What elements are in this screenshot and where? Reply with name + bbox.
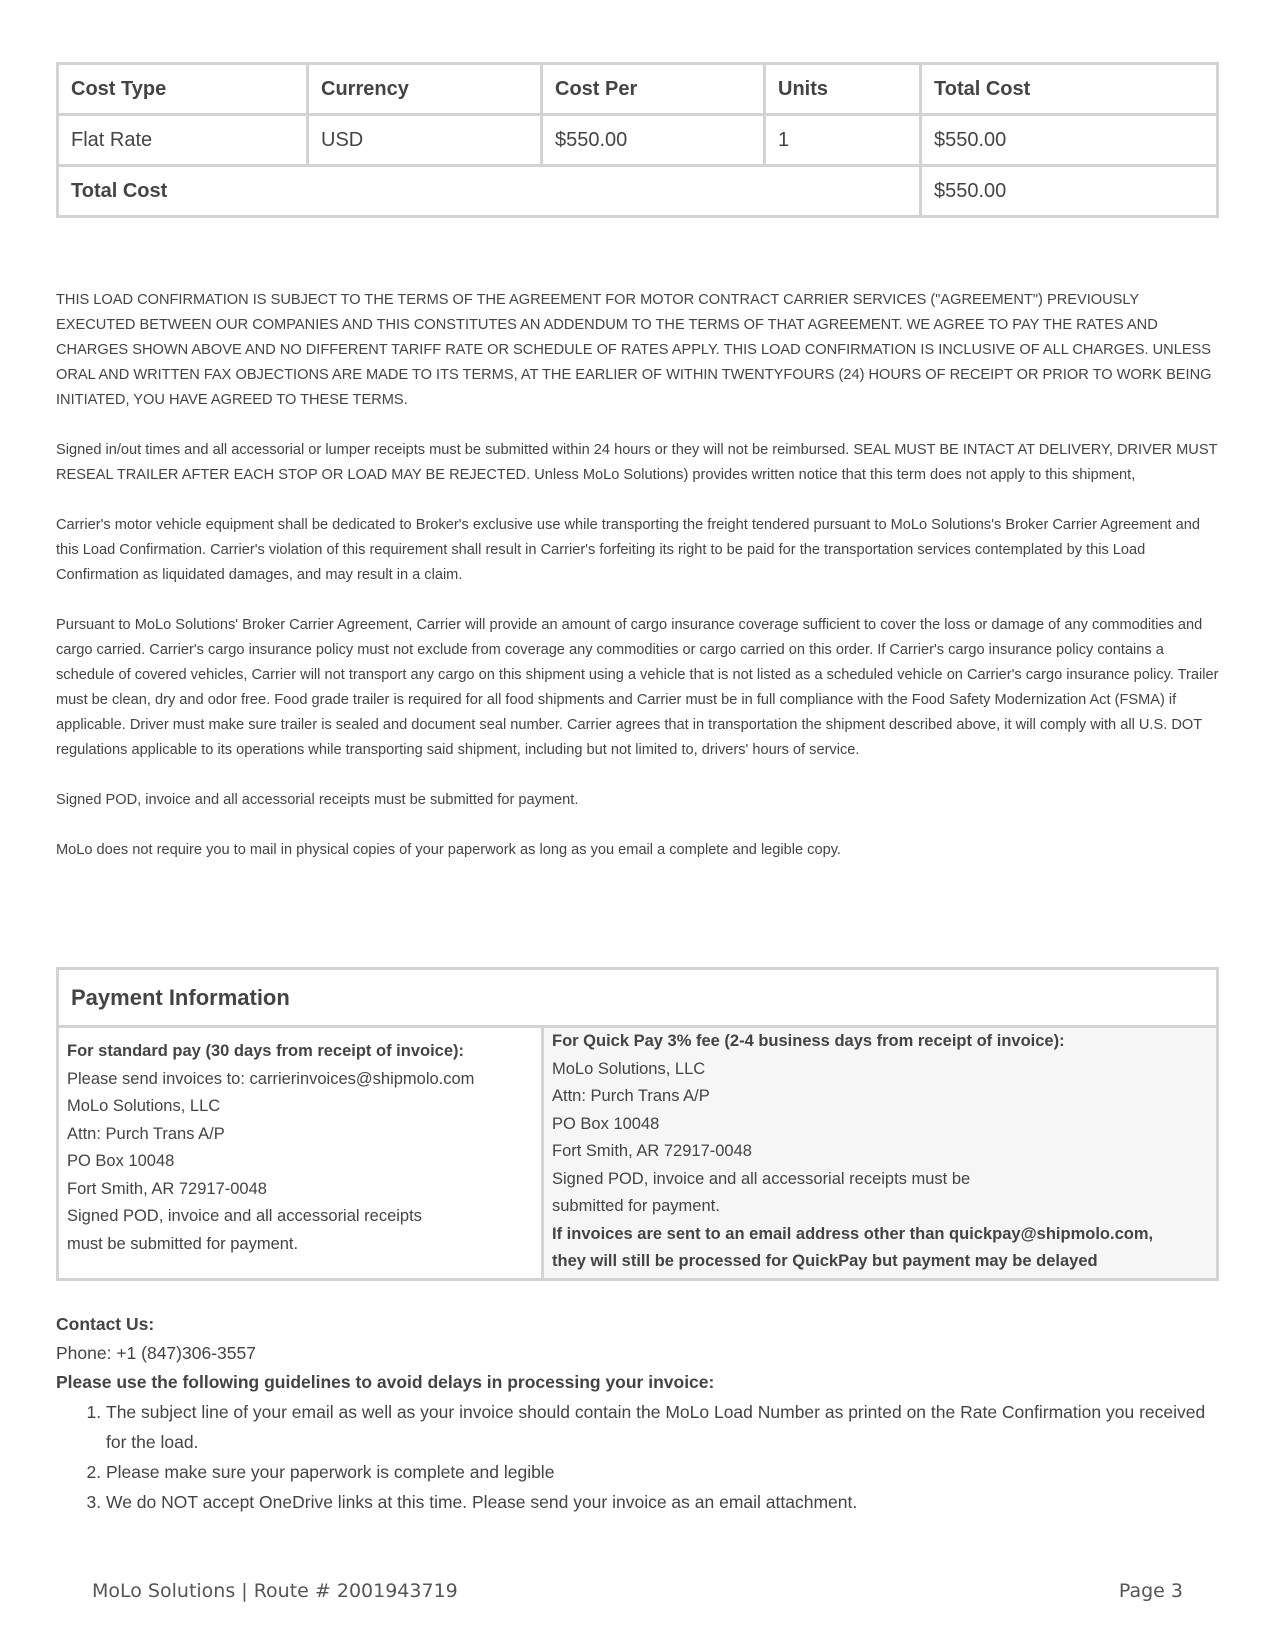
quick-pay-line: MoLo Solutions, LLC bbox=[552, 1059, 706, 1078]
terms-paragraph: Pursuant to MoLo Solutions' Broker Carrier Agreement, Carrier will provide an amount of cargo insurance coverage sufficient to cover the loss or damage of any commodities and cargo carried. Carrier's cargo insurance policy must not exclude from coverage any commodities or cargo carried on this order. If Carrier's cargo insurance policy contains a schedule of covered vehicles, Carrier will not transport any cargo on this shipment using a vehicle that is not listed as a scheduled vehicle on Carrier's cargo insurance policy. Trailer must be clean, dry and odor free. Food grade trailer is required for all food shipments and Carrier must be in full compliance with the Food Safety Modernization Act (FSMA) if applicable. Driver must make sure trailer is sealed and document seal number. Carrier agrees that in transportation the shipment described above, it will comply with all U.S. DOT regulations applicable to its operations while transporting said shipment, including but not limited to, drivers' hours of service. bbox=[56, 617, 1219, 758]
contact-heading: Contact Us: bbox=[56, 1314, 155, 1334]
header-cost-per: Cost Per bbox=[542, 64, 765, 115]
quick-pay-note: they will still be processed for QuickPay but payment may be delayed bbox=[552, 1252, 1098, 1270]
guidelines-heading: Please use the following guidelines to avoid delays in processing your invoice: bbox=[56, 1372, 715, 1392]
quick-pay-line: Fort Smith, AR 72917-0048 bbox=[552, 1142, 752, 1160]
quick-pay-section bbox=[543, 1027, 1218, 1280]
payment-information bbox=[56, 967, 1219, 1281]
cell-cost-per: $550.00 bbox=[542, 115, 765, 166]
standard-pay-line: MoLo Solutions, LLC bbox=[67, 1097, 221, 1115]
terms-section bbox=[56, 288, 1221, 888]
quick-pay-line: Signed POD, invoice and all accessorial receipts must be bbox=[552, 1169, 971, 1188]
list-item: 3. We do NOT accept OneDrive links at this time. Please send your invoice as an email attachment. bbox=[106, 1487, 1221, 1517]
terms-paragraph: Carrier's motor vehicle equipment shall be dedicated to Broker's exclusive use while transporting the freight tendered pursuant to MoLo Solutions's Broker Carrier Agreement and this Load Confirmation. Carrier's violation of this requirement shall result in Carrier's forfeiting its right to be paid for the transportation services contemplated by this Load Confirmation as liquidated damages, and may result in a claim. bbox=[56, 517, 1201, 583]
quick-pay-line: submitted for payment. bbox=[552, 1197, 720, 1215]
header-total-cost: Total Cost bbox=[921, 64, 1218, 115]
list-item: 2. Please make sure your paperwork is complete and legible bbox=[106, 1457, 1221, 1487]
guidelines-list bbox=[56, 1397, 1221, 1517]
terms-paragraph: Signed POD, invoice and all accessorial receipts must be submitted for payment. bbox=[56, 792, 579, 808]
contact-section bbox=[56, 1310, 1221, 1517]
standard-pay-line: Fort Smith, AR 72917-0048 bbox=[67, 1179, 267, 1198]
cell-units: 1 bbox=[765, 115, 921, 166]
total-value: $550.00 bbox=[921, 166, 1218, 217]
footer-route: MoLo Solutions | Route # 2001943719 bbox=[92, 1580, 458, 1602]
standard-pay-line: Signed POD, invoice and all accessorial receipts bbox=[67, 1207, 422, 1225]
terms-paragraph: Signed in/out times and all accessorial or lumper receipts must be submitted within 24 hours or they will not be reimbursed. SEAL MUST BE INTACT AT DELIVERY, DRIVER MUST RESEAL TRAILER AFTER EACH STOP OR LOAD MAY BE REJECTED. Unless MoLo Solutions) provides written notice that this term does not apply to this shipment, bbox=[56, 442, 1218, 483]
cell-total-cost: $550.00 bbox=[921, 115, 1218, 166]
header-cost-type: Cost Type bbox=[58, 64, 308, 115]
standard-pay-line: PO Box 10048 bbox=[67, 1152, 175, 1170]
header-currency: Currency bbox=[308, 64, 542, 115]
standard-pay-section bbox=[58, 1027, 543, 1280]
total-row bbox=[58, 166, 1218, 217]
terms-paragraph: THIS LOAD CONFIRMATION IS SUBJECT TO THE TERMS OF THE AGREEMENT FOR MOTOR CONTRACT CARRIER SERVICES ("AGREEMENT") PREVIOUSLY EXECUTED BETWEEN OUR COMPANIES AND THIS CONSTITUTES AN ADDENDUM TO THE TERMS OF THAT AGREEMENT. WE AGREE TO PAY THE RATES AND CHARGES SHOWN ABOVE AND NO DIFFERENT TARIFF RATE OR SCHEDULE OF RATES APPLY. THIS LOAD CONFIRMATION IS INCLUSIVE OF ALL CHARGES. UNLESS ORAL AND WRITTEN FAX OBJECTIONS ARE MADE TO ITS TERMS, AT THE EARLIER OF WITHIN TWENTYFOURS (24) HOURS OF RECEIPT OR PRIOR TO WORK BEING INITIATED, YOU HAVE AGREED TO THESE TERMS. bbox=[56, 292, 1212, 408]
quick-pay-heading: For Quick Pay 3% fee (2-4 business days from receipt of invoice): bbox=[552, 1032, 1065, 1050]
cell-cost-type: Flat Rate bbox=[58, 115, 308, 166]
contact-phone: Phone: +1 (847)306-3557 bbox=[56, 1343, 256, 1363]
payment-title: Payment Information bbox=[58, 969, 1218, 1027]
header-units: Units bbox=[765, 64, 921, 115]
standard-pay-line: Please send invoices to: carrierinvoices@shipmolo.com bbox=[67, 1069, 475, 1088]
table-row bbox=[58, 115, 1218, 166]
standard-pay-heading: For standard pay (30 days from receipt of invoice): bbox=[67, 1042, 465, 1060]
standard-pay-line: must be submitted for payment. bbox=[67, 1234, 299, 1253]
footer-page-number: Page 3 bbox=[1118, 1580, 1183, 1602]
total-label: Total Cost bbox=[58, 166, 921, 217]
page-footer bbox=[92, 1580, 1183, 1602]
terms-paragraph: MoLo does not require you to mail in physical copies of your paperwork as long as you email a complete and legible copy. bbox=[56, 842, 841, 858]
standard-pay-line: Attn: Purch Trans A/P bbox=[67, 1124, 225, 1143]
list-item: 1. The subject line of your email as well as your invoice should contain the MoLo Load Number as printed on the Rate Confirmation you received for the load. bbox=[106, 1397, 1221, 1457]
cell-currency: USD bbox=[308, 115, 542, 166]
quick-pay-line: PO Box 10048 bbox=[552, 1114, 660, 1133]
quick-pay-line: Attn: Purch Trans A/P bbox=[552, 1087, 710, 1105]
quick-pay-note: If invoices are sent to an email address other than quickpay@shipmolo.com, bbox=[552, 1224, 1154, 1243]
cost-table-header-row bbox=[58, 64, 1218, 115]
cost-table bbox=[56, 62, 1219, 218]
